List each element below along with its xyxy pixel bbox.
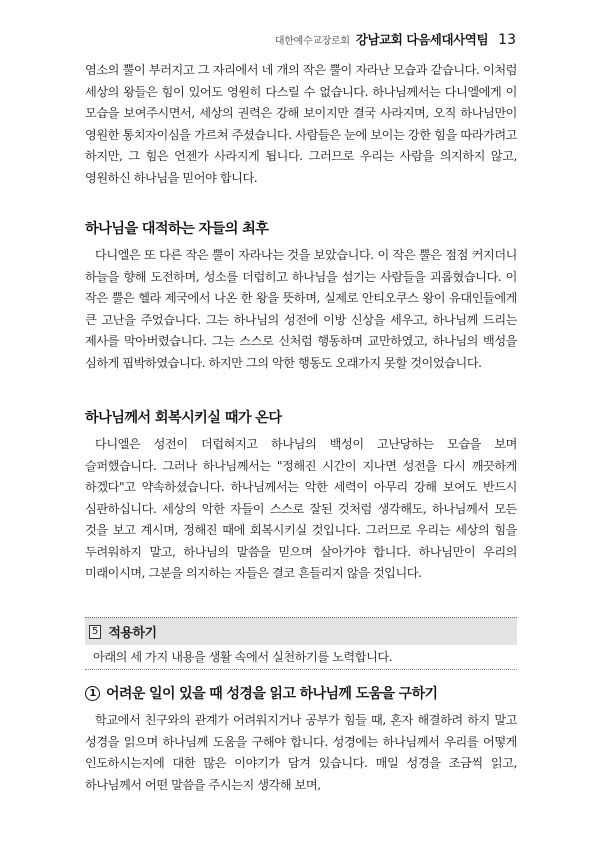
section-divider	[85, 669, 517, 670]
paragraph-3-block	[85, 434, 517, 585]
page-number: 13	[498, 32, 516, 48]
application-section-bar	[85, 617, 517, 645]
application-1-title: 어려운 일이 있을 때 성경을 읽고 하나님께 도움을 구하기	[106, 686, 438, 702]
section-heading-judgment: 하나님을 대적하는 자들의 최후	[85, 221, 269, 237]
header-team: 강남교회 다음세대사역팀	[355, 32, 489, 47]
section-heading-restoration: 하나님께서 회복시키실 때가 온다	[85, 410, 282, 426]
paragraph-1: 염소의 뿔이 부러지고 그 자리에서 네 개의 작은 뿔이 자라난 모습과 같습니다. 이처럼 세상의 왕들은 힘이 있어도 영원히 다스릴 수 없습니다. 하나님께서는 다니엘에게 이 모습을 보여주시면서, 세상의 권력은 강해 보이지만 결국 사라지며, 오직 하나님만이 영원한 통치자이심을 가르쳐 주셨습니다. 사람들은 눈에 보이는 강한 힘을 따라가려고 하지만, 그 힘은 언젠가 사라지게 됩니다. 그러므로 우리는 사람을 의지하지 않고, 영원하신 하나님을 믿어야 합니다.	[85, 63, 517, 185]
paragraph-3: 다니엘은 성전이 더럽혀지고 하나님의 백성이 고난당하는 모습을 보며 슬퍼했습니다. 그러나 하나님께서는 "정해진 시간이 지나면 성전을 다시 깨끗하게 하겠다"고 약속하셨습니다. 하나님께서는 악한 세력이 아무리 강해 보여도 반드시 심판하십니다. 세상의 악한 자들이 스스로 잘된 것처럼 생각해도, 하나님께서 모든 것을 보고 계시며, 정해진 때에 회복시키실 것입니다. 그러므로 우리는 세상의 힘을 두려워하지 말고, 하나님의 말씀을 믿으며 살아가야 합니다. 하나님만이 우리의 미래이시며, 그분을 의지하는 자들은 결코 흔들리지 않을 것입니다.	[85, 437, 517, 580]
heading-2-block	[85, 407, 517, 427]
heading-1-block	[85, 218, 517, 238]
section-number-badge: 5	[89, 625, 101, 639]
header-org: 대한예수교장로회	[274, 36, 350, 47]
application-1-text: 학교에서 친구와의 관계가 어려워지거나 공부가 힘들 때, 혼자 해결하려 하지 말고 성경을 읽으며 하나님께 도움을 구해야 합니다. 성경에는 하나님께서 우리를 어떻게 인도하시는지에 대한 많은 이야기가 담겨 있습니다. 매일 성경을 조금씩 읽고, 하나님께서 어떤 말씀을 주시는지 생각해 보며,	[85, 713, 517, 792]
page-header	[275, 30, 516, 48]
application-1-heading	[85, 683, 437, 703]
section-title: 적용하기	[108, 626, 157, 641]
application-1-block	[85, 710, 517, 796]
circled-number-icon: 1	[85, 686, 100, 701]
paragraph-2-block	[85, 245, 517, 374]
paragraph-1-block	[85, 60, 517, 189]
section-note: 아래의 세 가지 내용을 생활 속에서 실천하기를 노력합니다.	[93, 650, 393, 664]
paragraph-2: 다니엘은 또 다른 작은 뿔이 자라나는 것을 보았습니다. 이 작은 뿔은 점점 커지더니 하늘을 향해 도전하며, 성소를 더럽히고 하나님을 섬기는 사람들을 괴롭혔습니다. 이 작은 뿔은 헬라 제국에서 나온 한 왕을 뜻하며, 실제로 안티오쿠스 왕이 유대인들에게 큰 고난을 주었습니다. 그는 하나님의 성전에 이방 신상을 세우고, 하나님께 드리는 제사를 막아버렸습니다. 그는 스스로 신처럼 행동하며 교만하였고, 하나님의 백성을 심하게 핍박하였습니다. 하지만 그의 악한 행동도 오래가지 못할 것이었습니다.	[85, 248, 517, 370]
